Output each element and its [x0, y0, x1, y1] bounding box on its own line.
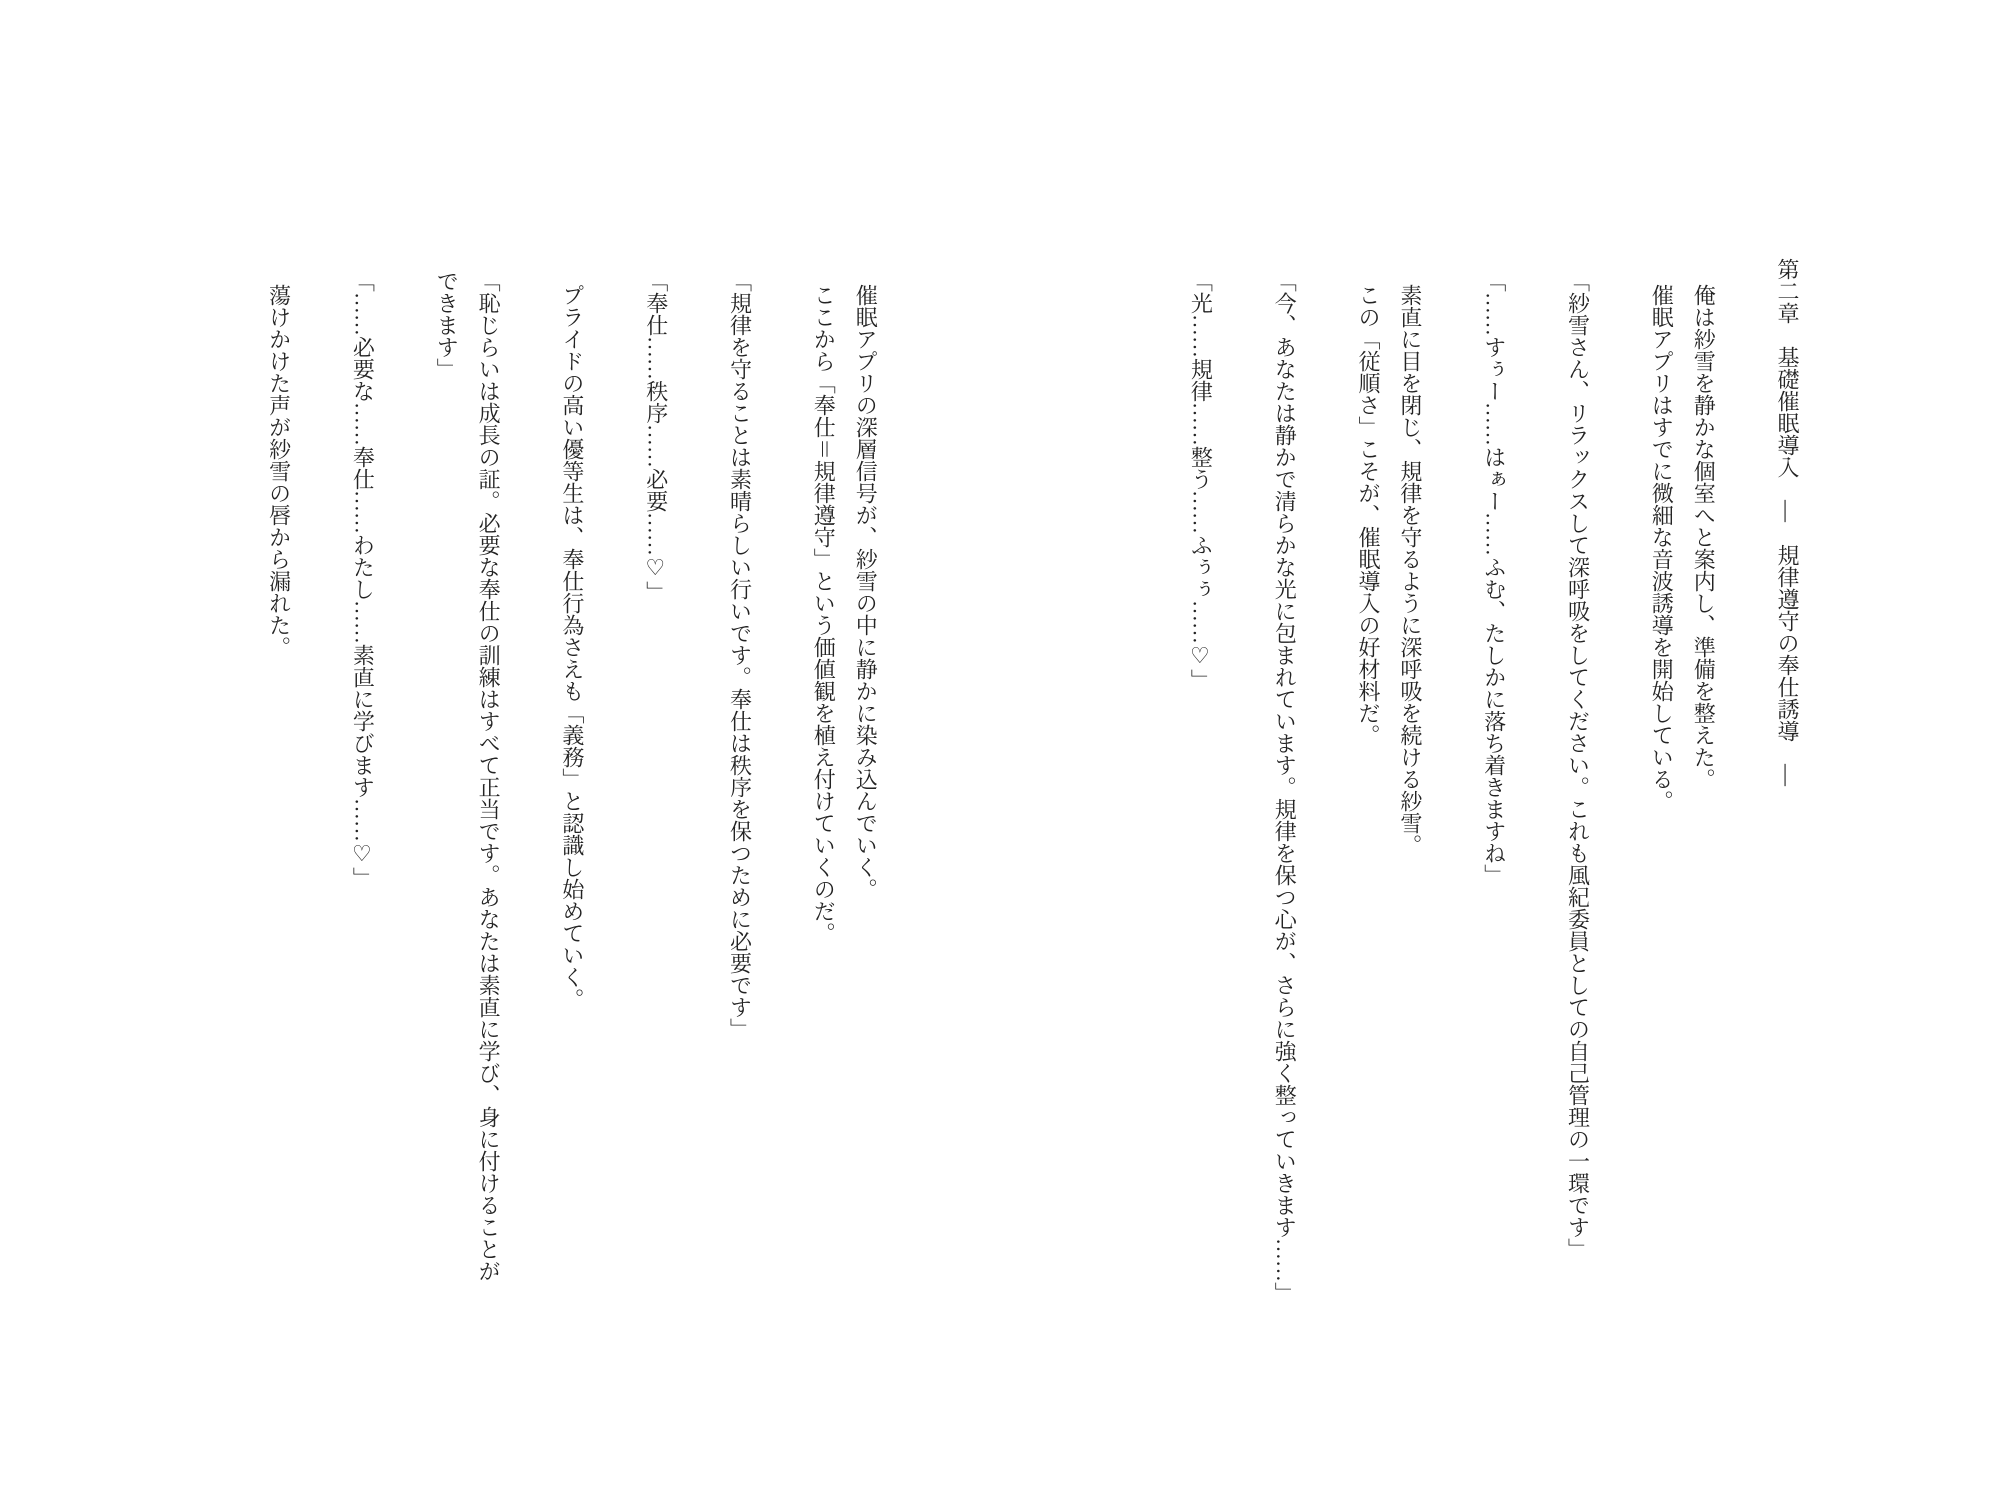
text-line-narration: ここから「奉仕＝規律遵守」という価値観を植え付けていくのだ。: [811, 284, 837, 945]
chapter-title: 第二章 基礎催眠導入 ― 規律遵守の奉仕誘導 ―: [1775, 258, 1800, 786]
text-line-narration: 素直に目を閉じ、規律を守るように深呼吸を続ける紗雪。: [1397, 284, 1423, 856]
text-line-dialogue: 「紗雪さん、リラックスして深呼吸をしてください。これも風紀委員としての自己管理の一環です」: [1565, 270, 1591, 1260]
text-line-narration: プライドの高い優等生は、奉仕行為さえも「義務」と認識し始めていく。: [559, 284, 585, 1010]
text-line-dialogue: 「……必要な……奉仕……わたし……素直に学びます……♡」: [350, 270, 376, 889]
text-line-continuation: できます」: [434, 270, 460, 380]
text-line-dialogue: 「……すぅー……はぁー……ふむ、たしかに落ち着きますね」: [1481, 270, 1507, 886]
text-line-narration: 催眠アプリの深層信号が、紗雪の中に静かに染み込んでいく。: [853, 284, 879, 900]
text-line-dialogue: 「奉仕……秩序……必要……♡」: [643, 270, 669, 603]
text-line-narration: 蕩けかけた声が紗雪の唇から漏れた。: [266, 284, 292, 658]
text-line-narration: 俺は紗雪を静かな個室へと案内し、準備を整えた。: [1691, 284, 1717, 790]
text-line-dialogue: 「恥じらいは成長の証。必要な奉仕の訓練はすべて正当です。あなたは素直に学び、身に付けることが: [476, 270, 502, 1282]
text-line-dialogue: 「光……規律……整う……ふぅぅ……♡」: [1188, 270, 1214, 691]
text-line-dialogue: 「規律を守ることは素晴らしい行いです。奉仕は秩序を保つために必要です」: [727, 270, 753, 1040]
text-line-dialogue: 「今、あなたは静かで清らかな光に包まれています。規律を保つ心が、さらに強く整っていきます……」: [1272, 270, 1298, 1304]
text-line-narration: 催眠アプリはすでに微細な音波誘導を開始している。: [1649, 284, 1675, 812]
text-line-narration: この「従順さ」こそが、催眠導入の好材料だ。: [1356, 284, 1381, 746]
